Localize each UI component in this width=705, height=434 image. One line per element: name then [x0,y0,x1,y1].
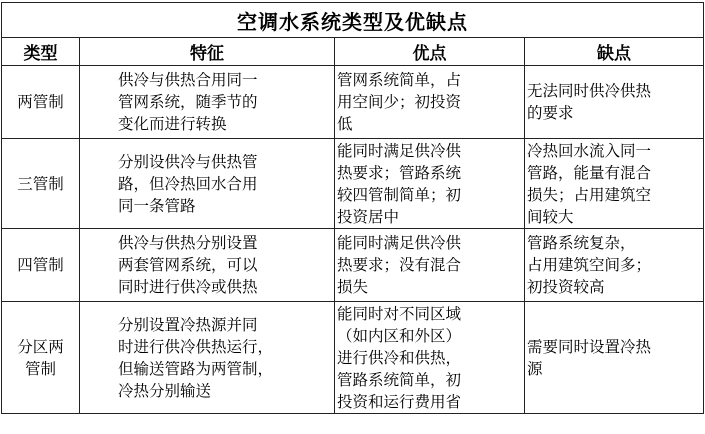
type-cell [2,229,80,302]
cons-cell [525,139,704,229]
cons-cell [525,302,704,414]
cons-text: 无法同时供冷供热 的要求 [527,82,652,122]
feature-cell [80,66,335,139]
cons-text: 管路系统复杂， 占用建筑空间多； 初投资较高 [527,234,652,296]
header-row [2,38,704,66]
pros-cell [335,66,525,139]
feature-cell [80,139,335,229]
table-row [2,66,704,139]
table-row [2,139,704,229]
column-header-pros: 优点 [335,38,525,66]
pros-text: 能同时对不同区域 （如内区和外区） 进行供冷和供热， 管路系统简单，初 投资和运行费用省 [337,304,462,411]
hvac-water-system-table [1,2,704,414]
type-text: 四管制 [17,256,64,274]
pros-cell [335,139,525,229]
table-row [2,229,704,302]
table-title: 空调水系统类型及优缺点 [2,3,704,38]
feature-text: 供冷与供热分别设置 两套管网系统，可以 同时进行供冷或供热 [118,234,258,296]
feature-cell [80,229,335,302]
column-header-type: 类型 [2,38,80,66]
pros-cell [335,302,525,414]
type-cell [2,139,80,229]
cons-cell [525,66,704,139]
cons-text: 冷热回水流入同一 管路，能量有混合 损失；占用建筑空 间较大 [527,141,652,226]
type-cell [2,302,80,414]
pros-text: 管网系统简单，占 用空间少；初投资 低 [337,71,462,133]
cons-text: 需要同时设置冷热 源 [527,337,652,378]
feature-cell [80,302,335,414]
type-text: 三管制 [17,174,64,193]
pros-text: 能同时满足供冷供 热要求；没有混合 损失 [337,234,462,296]
table-row [2,302,704,414]
type-text: 分区两 管制 [17,337,64,378]
type-text: 两管制 [17,93,64,111]
pros-text: 能同时满足供冷供 热要求；管路系统 较四管制简单；初 投资居中 [337,141,462,226]
pros-cell [335,229,525,302]
feature-text: 分别设供冷与供热管 路，但冷热回水合用 同一条管路 [118,152,258,215]
column-header-feature: 特征 [80,38,335,66]
type-cell [2,66,80,139]
feature-text: 分别设置冷热源并同 时进行供冷供热运行， 但输送管路为两管制， 冷热分别输送 [118,315,274,400]
column-header-cons: 缺点 [525,38,704,66]
cons-cell [525,229,704,302]
feature-text: 供冷与供热合用同一 管网系统，随季节的 变化而进行转换 [118,71,258,133]
